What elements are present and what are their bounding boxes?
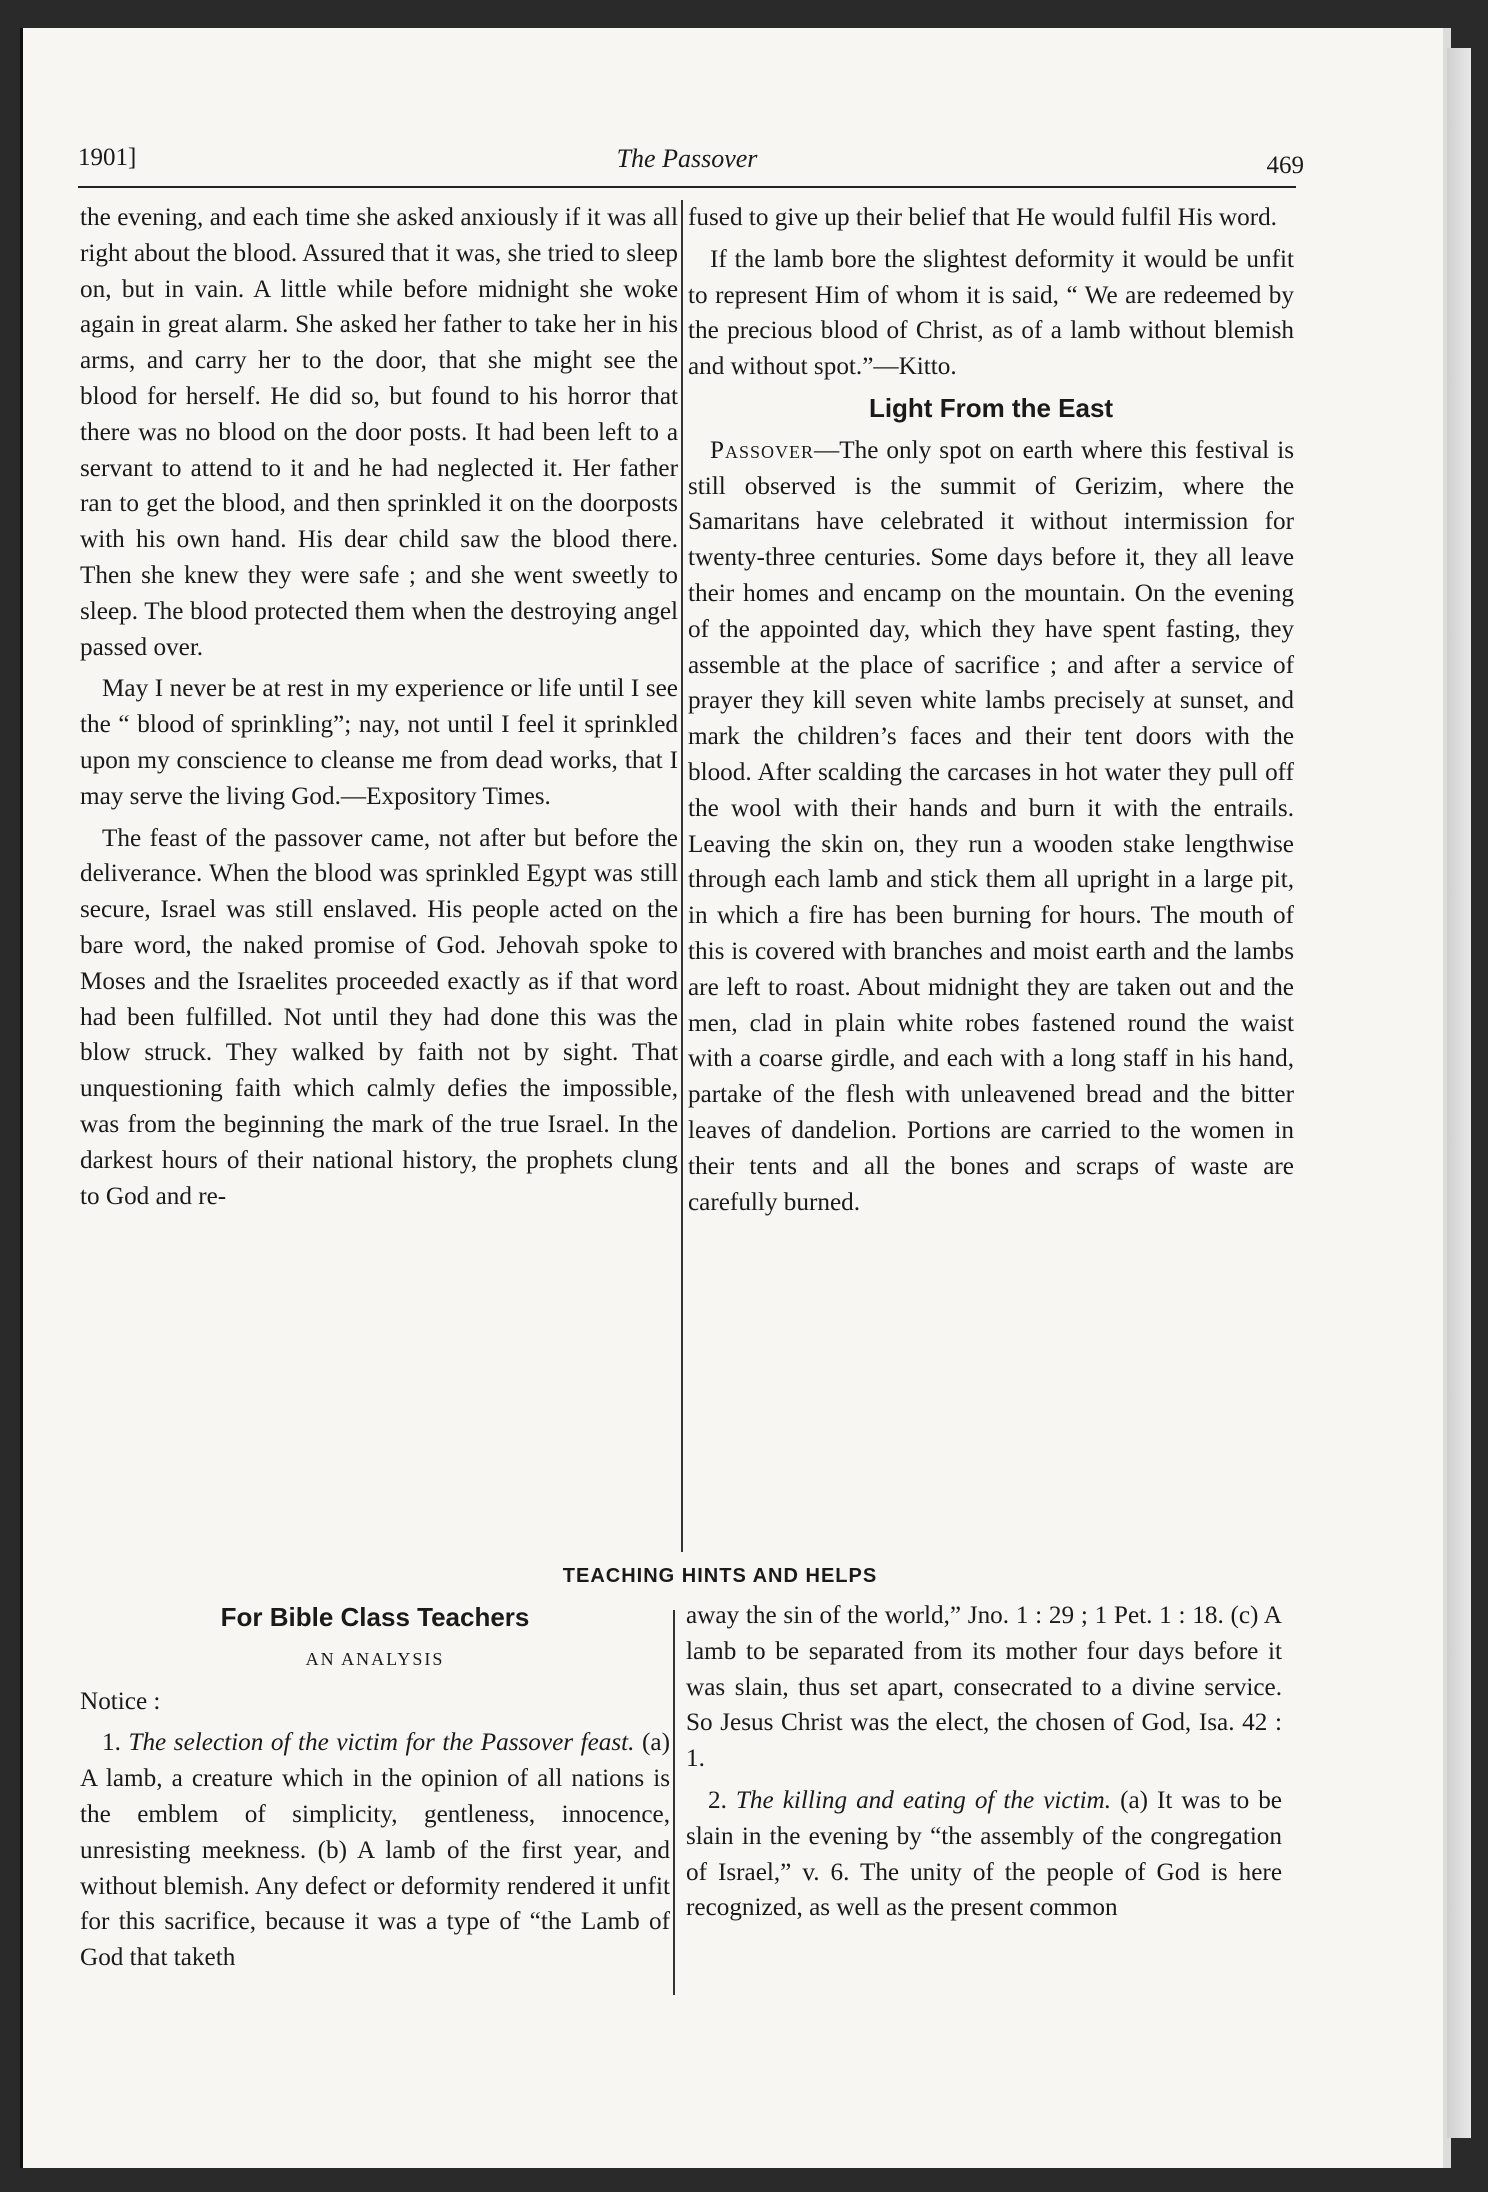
item-title: The selection of the victim for the Passover feast. <box>128 1729 635 1757</box>
section-heading: For Bible Class Teachers <box>220 1602 530 1632</box>
page-number: 469 <box>1266 152 1304 179</box>
paragraph-text: —The only spot on earth where this festival is still observed is the summit of Gerizim, where the Samaritans have celebrated it without intermission for twenty-three centuries. Some days before it, they all leave their homes and encamp on the mountain. On the evening of the appointed day, which they have spent fasting, they assemble at the place of sacrifice ; and after a service of prayer they kill seven white lambs precisely at sunset, and mark the children’s faces and their tent doors with the blood. After scalding the carcases in hot water they pull off the wool with their hands and burn it with the entrails. Leaving the skin on, they run a wooden stake lengthwise through each lamb and stick them all upright in a large pit, in which a fire has been burning for hours. The mouth of this is covered with branches and moist earth and the lambs are left to roast. About midnight they are taken out and the men, clad in plain white robes fastened round the waist with a coarse girdle, and each with a long staff in his hand, partake of the flesh with unleavened bread and the bitter leaves of dandelion. Portions are carried to the women in their tents and all the bones and scraps of waste are carefully burned. <box>688 436 1294 1216</box>
paragraph: the evening, and each time she asked anxiously if it was all right about the blood. Assured that it was, she tried to sleep on, but in vain. A little while before midnight she woke again in great alarm. She asked her father to take her in his arms, and carry her to the door, that she might see the blood for herself. He did so, but found to his horror that there was no blood on the door posts. It had been left to a servant to attend to it and he had neglected it. Her father ran to get the blood, and then sprinkled it on the doorposts with his own hand. His dear child saw the blood there. Then she knew they were safe ; and she went sweetly to sleep. The blood protected them when the destroying angel passed over. <box>80 204 678 661</box>
page-edge <box>1447 48 1471 2138</box>
column-divider <box>681 200 683 1552</box>
column-divider <box>673 1610 675 1995</box>
list-item <box>80 1725 670 1976</box>
section-title: TEACHING HINTS AND HELPS <box>562 1565 878 1587</box>
notice-label: Notice : <box>80 1687 161 1715</box>
item-number: 2. <box>708 1786 727 1814</box>
column-right-bottom <box>686 1598 1282 1926</box>
item-number: 1. <box>102 1729 121 1757</box>
list-item <box>686 1783 1282 1926</box>
section-heading: Light From the East <box>868 392 1114 423</box>
paragraph: May I never be at rest in my experience or life until I see the “ blood of sprinkling”; nay, not until I feel it sprinkled upon my conscience to cleanse me from dead works, that I may serve the living God.—Expository Times. <box>80 675 678 810</box>
paragraph: The feast of the passover came, not after but before the deliverance. When the blood was sprinkled Egypt was still secure, Israel was still enslaved. His people acted on the bare word, the naked promise of God. Jehovah spoke to Moses and the Israelites proceeded exactly as if that word had been fulfilled. Not until they had done this was the blow struck. They walked by faith not by sight. That unquestioning faith which calmly defies the impossible, was from the beginning the mark of the true Israel. In the darkest hours of their national history, the prophets clung to God and re- <box>80 824 678 1210</box>
column-left-top <box>80 200 678 1214</box>
item-text: (a) It was to be slain in the evening by “the assembly of the congregation of Israel,” v. 6. The unity of the people of God is here recognized, as well as the present common <box>686 1786 1282 1922</box>
header-title: The Passover <box>616 144 758 173</box>
column-left-bottom <box>80 1598 670 1976</box>
paragraph: fused to give up their belief that He would fulfil His word. <box>688 204 1277 231</box>
item-title: The killing and eating of the victim. <box>735 1786 1112 1814</box>
paragraph: If the lamb bore the slightest deformity it would be unfit to represent Him of whom it is said, “ We are redeemed by the precious blood of Christ, as of a lamb without blemish and without spot.”—Kitto. <box>688 245 1294 381</box>
column-right-top <box>688 200 1294 1220</box>
header-year: 1901] <box>78 144 137 171</box>
item-text: (a) A lamb, a creature which in the opinion of all nations is the emblem of simplicity, gentleness, innocence, unresisting meekness. (b) A lamb of the first year, and without blemish. Any defect or deformity rendered it unfit for this sacrifice, because it was a type of “the Lamb of God that taketh <box>80 1729 670 1972</box>
running-header <box>78 140 1304 188</box>
paragraph: away the sin of the world,” Jno. 1 : 29 ; 1 Pet. 1 : 18. (c) A lamb to be separated from its mother four days before it was slain, thus set apart, consecrated to a divine service. So Jesus Christ was the elect, the chosen of God, Isa. 42 : 1. <box>686 1602 1282 1773</box>
section-subheading: AN ANALYSIS <box>305 1648 445 1669</box>
lead-word: Passover <box>710 436 815 464</box>
paragraph <box>688 433 1294 1221</box>
